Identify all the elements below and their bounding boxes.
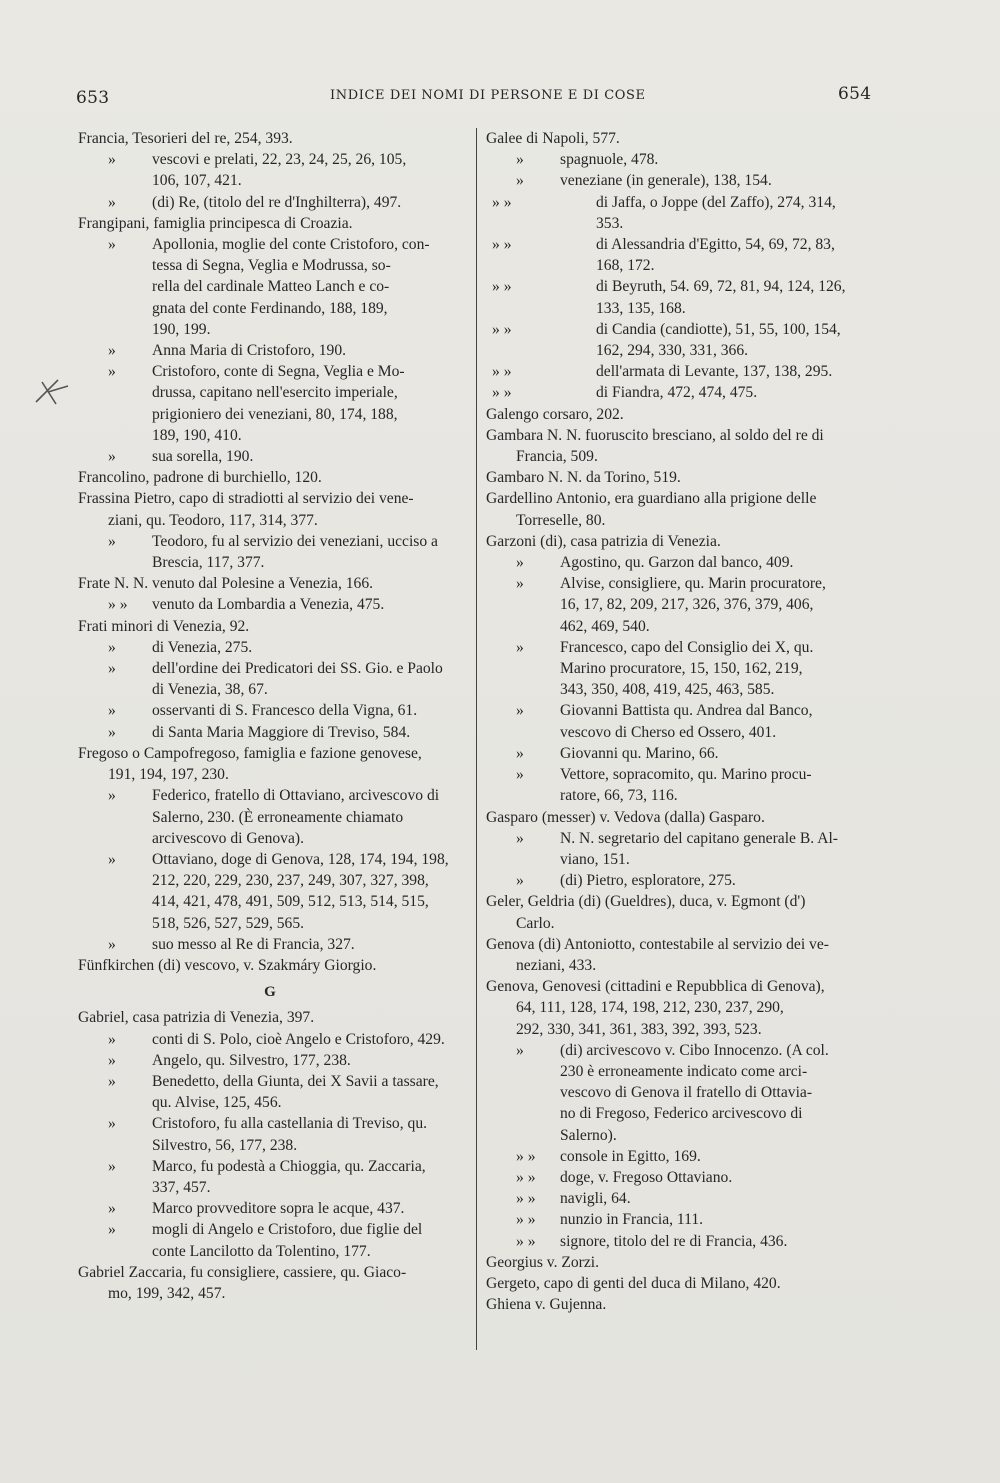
entry-text: 64, 111, 128, 174, 198, 212, 230, 237, 290,: [516, 999, 784, 1017]
entry-text: Torreselle, 80.: [516, 511, 606, 529]
entry-text: Salerno).: [560, 1126, 617, 1144]
ditto-mark: »: [516, 172, 524, 190]
ditto-mark: »: [108, 1030, 116, 1048]
entry-text: Silvestro, 56, 177, 238.: [152, 1136, 298, 1154]
entry-text: 230 è erroneamente indicato come arci-: [560, 1062, 808, 1080]
index-subentry: [78, 1219, 470, 1261]
ditto-mark: » »: [516, 1168, 536, 1186]
entry-text: Gardellino Antonio, era guardiano alla prigione delle: [486, 490, 817, 508]
index-subentry: [486, 149, 882, 170]
index-entry: [486, 128, 882, 149]
index-entry: [78, 1007, 470, 1028]
ditto-mark: »: [516, 554, 524, 572]
index-entry: [78, 128, 470, 149]
ditto-mark: »: [516, 638, 524, 656]
ditto-mark: » »: [492, 278, 512, 296]
index-entry: [486, 807, 882, 828]
ditto-mark: »: [516, 1041, 524, 1059]
index-subentry: [486, 552, 882, 573]
entry-text: doge, v. Fregoso Ottaviano.: [560, 1168, 733, 1186]
ditto-mark: »: [516, 744, 524, 762]
entry-text: Frangipani, famiglia principesca di Croazia.: [78, 214, 353, 232]
ditto-mark: » »: [492, 363, 512, 381]
index-subentry: [78, 1156, 470, 1198]
entry-text: Agostino, qu. Garzon dal banco, 409.: [560, 554, 794, 572]
entry-text: Gambaro N. N. da Torino, 519.: [486, 469, 681, 487]
index-entry: [78, 955, 470, 976]
ditto-mark: »: [516, 766, 524, 784]
index-entry: [486, 404, 882, 425]
entry-text: Francia, Tesorieri del re, 254, 393.: [78, 130, 293, 147]
entry-text: Vettore, sopracomito, qu. Marino procu-: [560, 766, 812, 784]
ditto-mark: » »: [516, 1147, 536, 1165]
entry-text: 337, 457.: [152, 1178, 211, 1196]
entry-text: di Venezia, 275.: [152, 638, 253, 656]
ditto-mark: »: [108, 151, 116, 169]
entry-text: Gergeto, capo di genti del duca di Milano, 420.: [486, 1274, 781, 1292]
index-entry: [78, 488, 470, 530]
entry-text: Brescia, 117, 377.: [152, 554, 265, 572]
entry-text: no di Fregoso, Federico arcivescovo di: [560, 1105, 803, 1123]
entry-text: Ottaviano, doge di Genova, 128, 174, 194, 198,: [152, 850, 449, 868]
entry-text: Geler, Geldria (di) (Gueldres), duca, v. Egmont (d'): [486, 893, 806, 911]
entry-text: (di) arcivescovo v. Cibo Innocenzo. (A col.: [560, 1041, 829, 1059]
index-entry: [78, 743, 470, 785]
entry-text: Gabriel Zaccaria, fu consigliere, cassiere, qu. Giaco-: [78, 1263, 407, 1281]
entry-text: ziani, qu. Teodoro, 117, 314, 377.: [108, 511, 318, 529]
index-subentry: [486, 573, 882, 637]
index-subentry: [78, 658, 470, 700]
entry-text: dell'ordine dei Predicatori dei SS. Gio. e Paolo: [152, 660, 443, 678]
entry-text: Gasparo (messer) v. Vedova (dalla) Gasparo.: [486, 808, 765, 826]
entry-text: Apollonia, moglie del conte Cristoforo, con-: [152, 236, 430, 254]
entry-text: 414, 421, 478, 491, 509, 512, 513, 514, 515,: [152, 893, 429, 911]
entry-text: Frati minori di Venezia, 92.: [78, 617, 250, 635]
index-entry: [486, 891, 882, 933]
index-subentry: [78, 722, 470, 743]
entry-text: mo, 199, 342, 457.: [108, 1284, 226, 1302]
entry-text: prigioniero dei veneziani, 80, 174, 188,: [152, 405, 398, 423]
page-number-left: 653: [76, 88, 110, 108]
index-entry: [78, 616, 470, 637]
right-column: [486, 128, 882, 1315]
entry-text: console in Egitto, 169.: [560, 1147, 701, 1165]
ditto-mark: »: [108, 638, 116, 656]
ditto-mark: »: [108, 448, 116, 466]
entry-text: 292, 330, 341, 361, 383, 392, 393, 523.: [516, 1020, 762, 1038]
index-subentry: [486, 1040, 882, 1146]
ditto-mark: »: [108, 787, 116, 805]
index-subentry: [78, 361, 470, 446]
entry-text: Fünfkirchen (di) vescovo, v. Szakmáry Giorgio.: [78, 956, 377, 974]
index-subentry: [78, 340, 470, 361]
index-subentry: [486, 382, 882, 403]
ditto-mark: »: [516, 702, 524, 720]
index-entry: [486, 1294, 882, 1315]
index-subentry: [78, 446, 470, 467]
ditto-mark: » »: [516, 1190, 536, 1208]
entry-text: vescovi e prelati, 22, 23, 24, 25, 26, 105,: [152, 151, 407, 169]
entry-text: vescovo di Genova il fratello di Ottavia-: [560, 1084, 813, 1102]
entry-text: (di) Re, (titolo del re d'Inghilterra), 497.: [152, 193, 402, 211]
entry-text: 462, 469, 540.: [560, 617, 650, 635]
index-subentry: [486, 234, 882, 276]
index-subentry: [486, 828, 882, 870]
entry-text: (di) Pietro, esploratore, 275.: [560, 872, 736, 890]
index-subentry: [78, 234, 470, 340]
ditto-mark: »: [516, 151, 524, 169]
entry-text: Giovanni Battista qu. Andrea dal Banco,: [560, 702, 813, 720]
index-subentry: [78, 785, 470, 849]
section-heading: G: [264, 984, 276, 1001]
entry-text: Frassina Pietro, capo di stradiotti al servizio dei vene-: [78, 490, 414, 508]
entry-text: di Alessandria d'Egitto, 54, 69, 72, 83,: [596, 236, 835, 254]
entry-text: gnata del conte Ferdinando, 188, 189,: [152, 299, 388, 317]
entry-text: Genova, Genovesi (cittadini e Repubblica di Genova),: [486, 978, 825, 996]
entry-text: Gabriel, casa patrizia di Venezia, 397.: [78, 1009, 315, 1027]
ditto-mark: » »: [492, 193, 512, 211]
index-subentry: [78, 1029, 470, 1050]
index-subentry: [486, 1146, 882, 1167]
entry-text: osservanti di S. Francesco della Vigna, 61.: [152, 702, 418, 720]
entry-text: Francesco, capo del Consiglio dei X, qu.: [560, 638, 814, 656]
entry-text: neziani, 433.: [516, 956, 597, 974]
entry-text: Angelo, qu. Silvestro, 177, 238.: [152, 1051, 351, 1069]
index-subentry: [78, 934, 470, 955]
page-number-right: 654: [838, 84, 872, 104]
index-entry: [78, 1262, 470, 1304]
entry-text: nunzio in Francia, 111.: [560, 1211, 704, 1229]
ditto-mark: »: [108, 1072, 116, 1090]
entry-text: Frate N. N. venuto dal Polesine a Venezia, 166.: [78, 575, 374, 593]
ditto-mark: »: [108, 342, 116, 360]
entry-text: Federico, fratello di Ottaviano, arcivescovo di: [152, 787, 440, 805]
entry-text: Carlo.: [516, 914, 555, 932]
ditto-mark: »: [516, 872, 524, 890]
index-subentry: [486, 637, 882, 701]
ditto-mark: » »: [516, 1232, 536, 1250]
index-subentry: [486, 319, 882, 361]
ditto-mark: » »: [492, 236, 512, 254]
entry-text: Giovanni qu. Marino, 66.: [560, 744, 719, 762]
index-subentry: [78, 594, 470, 615]
entry-text: Georgius v. Zorzi.: [486, 1253, 600, 1271]
index-entry: [78, 467, 470, 488]
index-subentry: [78, 637, 470, 658]
entry-text: ratore, 66, 73, 116.: [560, 787, 678, 805]
ditto-mark: » »: [492, 384, 512, 402]
ditto-mark: » »: [492, 320, 512, 338]
index-subentry: [486, 1167, 882, 1188]
index-entry: [486, 1252, 882, 1273]
entry-text: 343, 350, 408, 419, 425, 463, 585.: [560, 681, 775, 699]
entry-text: 212, 220, 229, 230, 237, 249, 307, 327, 398,: [152, 872, 429, 890]
entry-text: di Venezia, 38, 67.: [152, 681, 268, 699]
entry-text: qu. Alvise, 125, 456.: [152, 1094, 282, 1112]
index-subentry: [78, 700, 470, 721]
entry-text: N. N. segretario del capitano generale B. Al-: [560, 829, 838, 847]
ditto-mark: »: [108, 532, 116, 550]
entry-text: di Jaffa, o Joppe (del Zaffo), 274, 314,: [596, 193, 836, 211]
ditto-mark: »: [108, 236, 116, 254]
entry-text: 106, 107, 421.: [152, 172, 242, 190]
entry-text: viano, 151.: [560, 850, 630, 868]
entry-text: rella del cardinale Matteo Lanch e co-: [152, 278, 390, 296]
index-subentry: [486, 700, 882, 742]
index-subentry: [78, 1113, 470, 1155]
index-entry: [486, 425, 882, 467]
index-subentry: [486, 1188, 882, 1209]
index-entry: [78, 573, 470, 594]
ditto-mark: »: [108, 1221, 116, 1239]
entry-text: di Beyruth, 54. 69, 72, 81, 94, 124, 126,: [596, 278, 846, 296]
entry-text: signore, titolo del re di Francia, 436.: [560, 1232, 788, 1250]
entry-text: navigli, 64.: [560, 1190, 631, 1208]
entry-text: sua sorella, 190.: [152, 448, 254, 466]
entry-text: spagnuole, 478.: [560, 151, 659, 169]
entry-text: dell'armata di Levante, 137, 138, 295.: [596, 363, 833, 381]
index-subentry: [78, 1198, 470, 1219]
index-subentry: [78, 531, 470, 573]
entry-text: Marco, fu podestà a Chioggia, qu. Zaccaria,: [152, 1157, 426, 1175]
left-column: [78, 128, 470, 1304]
entry-text: Benedetto, della Giunta, dei X Savii a tassare,: [152, 1072, 439, 1090]
entry-text: 191, 194, 197, 230.: [108, 766, 229, 784]
index-entry: [486, 934, 882, 976]
entry-text: Genova (di) Antoniotto, contestabile al servizio dei ve-: [486, 935, 829, 953]
entry-text: Anna Maria di Cristoforo, 190.: [152, 342, 347, 360]
entry-text: 162, 294, 330, 331, 366.: [596, 342, 749, 360]
entry-text: vescovo di Cherso ed Ossero, 401.: [560, 723, 777, 741]
column-divider: [476, 128, 477, 1350]
index-subentry: [78, 1050, 470, 1071]
entry-text: Garzoni (di), casa patrizia di Venezia.: [486, 532, 721, 550]
ditto-mark: »: [108, 1051, 116, 1069]
entry-text: Cristoforo, fu alla castellania di Treviso, qu.: [152, 1115, 428, 1133]
entry-text: 353.: [596, 214, 624, 232]
entry-text: Alvise, consigliere, qu. Marin procuratore,: [560, 575, 826, 593]
entry-text: di Candia (candiotte), 51, 55, 100, 154,: [596, 320, 841, 338]
index-subentry: [78, 149, 470, 191]
index-entry: [486, 488, 882, 530]
entry-text: arcivescovo di Genova).: [152, 829, 304, 847]
ditto-mark: »: [108, 193, 116, 211]
ditto-mark: »: [108, 1200, 116, 1218]
entry-text: conte Lancilotto da Tolentino, 177.: [152, 1242, 371, 1260]
ditto-mark: »: [108, 723, 116, 741]
index-entry: [486, 467, 882, 488]
ditto-mark: »: [108, 1157, 116, 1175]
entry-text: veneziane (in generale), 138, 154.: [560, 172, 772, 190]
index-entry: [486, 1273, 882, 1294]
entry-text: 190, 199.: [152, 320, 211, 338]
index-entry: [486, 976, 882, 1040]
entry-text: venuto da Lombardia a Venezia, 475.: [152, 596, 385, 614]
index-subentry: [486, 743, 882, 764]
index-subentry: [78, 1071, 470, 1113]
entry-text: Gambara N. N. fuoruscito bresciano, al soldo del re di: [486, 426, 824, 444]
entry-text: drussa, capitano nell'esercito imperiale,: [152, 384, 398, 402]
entry-text: suo messo al Re di Francia, 327.: [152, 935, 355, 953]
entry-text: Salerno, 230. (È erroneamente chiamato: [152, 808, 404, 826]
index-entry: [78, 213, 470, 234]
entry-text: di Santa Maria Maggiore di Treviso, 584.: [152, 723, 411, 741]
ditto-mark: »: [516, 575, 524, 593]
ditto-mark: »: [108, 935, 116, 953]
entry-text: Francia, 509.: [516, 448, 598, 466]
entry-text: 16, 17, 82, 209, 217, 326, 376, 379, 406,: [560, 596, 814, 614]
entry-text: mogli di Angelo e Cristoforo, due figlie del: [152, 1221, 423, 1239]
ditto-mark: »: [108, 1115, 116, 1133]
entry-text: Ghiena v. Gujenna.: [486, 1296, 607, 1314]
ditto-mark: »: [516, 829, 524, 847]
entry-text: Teodoro, fu al servizio dei veneziani, ucciso a: [152, 532, 438, 550]
index-subentry: [486, 1209, 882, 1230]
index-subentry: [486, 764, 882, 806]
index-subentry: [486, 192, 882, 234]
ditto-mark: » »: [516, 1211, 536, 1229]
entry-text: 168, 172.: [596, 257, 655, 275]
entry-text: conti di S. Polo, cioè Angelo e Cristoforo, 429.: [152, 1030, 445, 1048]
ditto-mark: » »: [108, 596, 128, 614]
entry-text: Marco provveditore sopra le acque, 437.: [152, 1200, 405, 1218]
entry-text: 518, 526, 527, 529, 565.: [152, 914, 305, 932]
index-subentry: [78, 192, 470, 213]
running-title: INDICE DEI NOMI DI PERSONE E DI COSE: [330, 88, 646, 103]
entry-text: 189, 190, 410.: [152, 426, 242, 444]
index-subentry: [486, 361, 882, 382]
entry-text: Galee di Napoli, 577.: [486, 130, 620, 147]
index-subentry: [486, 1231, 882, 1252]
index-entry: [486, 531, 882, 552]
ditto-mark: »: [108, 363, 116, 381]
entry-text: 133, 135, 168.: [596, 299, 686, 317]
ditto-mark: »: [108, 702, 116, 720]
entry-text: Francolino, padrone di burchiello, 120.: [78, 469, 322, 487]
entry-text: Galengo corsaro, 202.: [486, 405, 624, 423]
entry-text: Marino procuratore, 15, 150, 162, 219,: [560, 660, 803, 678]
entry-text: tessa di Segna, Veglia e Modrussa, so-: [152, 257, 391, 275]
index-subentry: [486, 276, 882, 318]
index-subentry: [486, 870, 882, 891]
index-subentry: [78, 849, 470, 934]
entry-text: di Fiandra, 472, 474, 475.: [596, 384, 758, 402]
entry-text: Fregoso o Campofregoso, famiglia e fazione genovese,: [78, 744, 422, 762]
ditto-mark: »: [108, 660, 116, 678]
entry-text: Cristoforo, conte di Segna, Veglia e Mo-: [152, 363, 405, 381]
ditto-mark: »: [108, 850, 116, 868]
index-subentry: [486, 170, 882, 191]
